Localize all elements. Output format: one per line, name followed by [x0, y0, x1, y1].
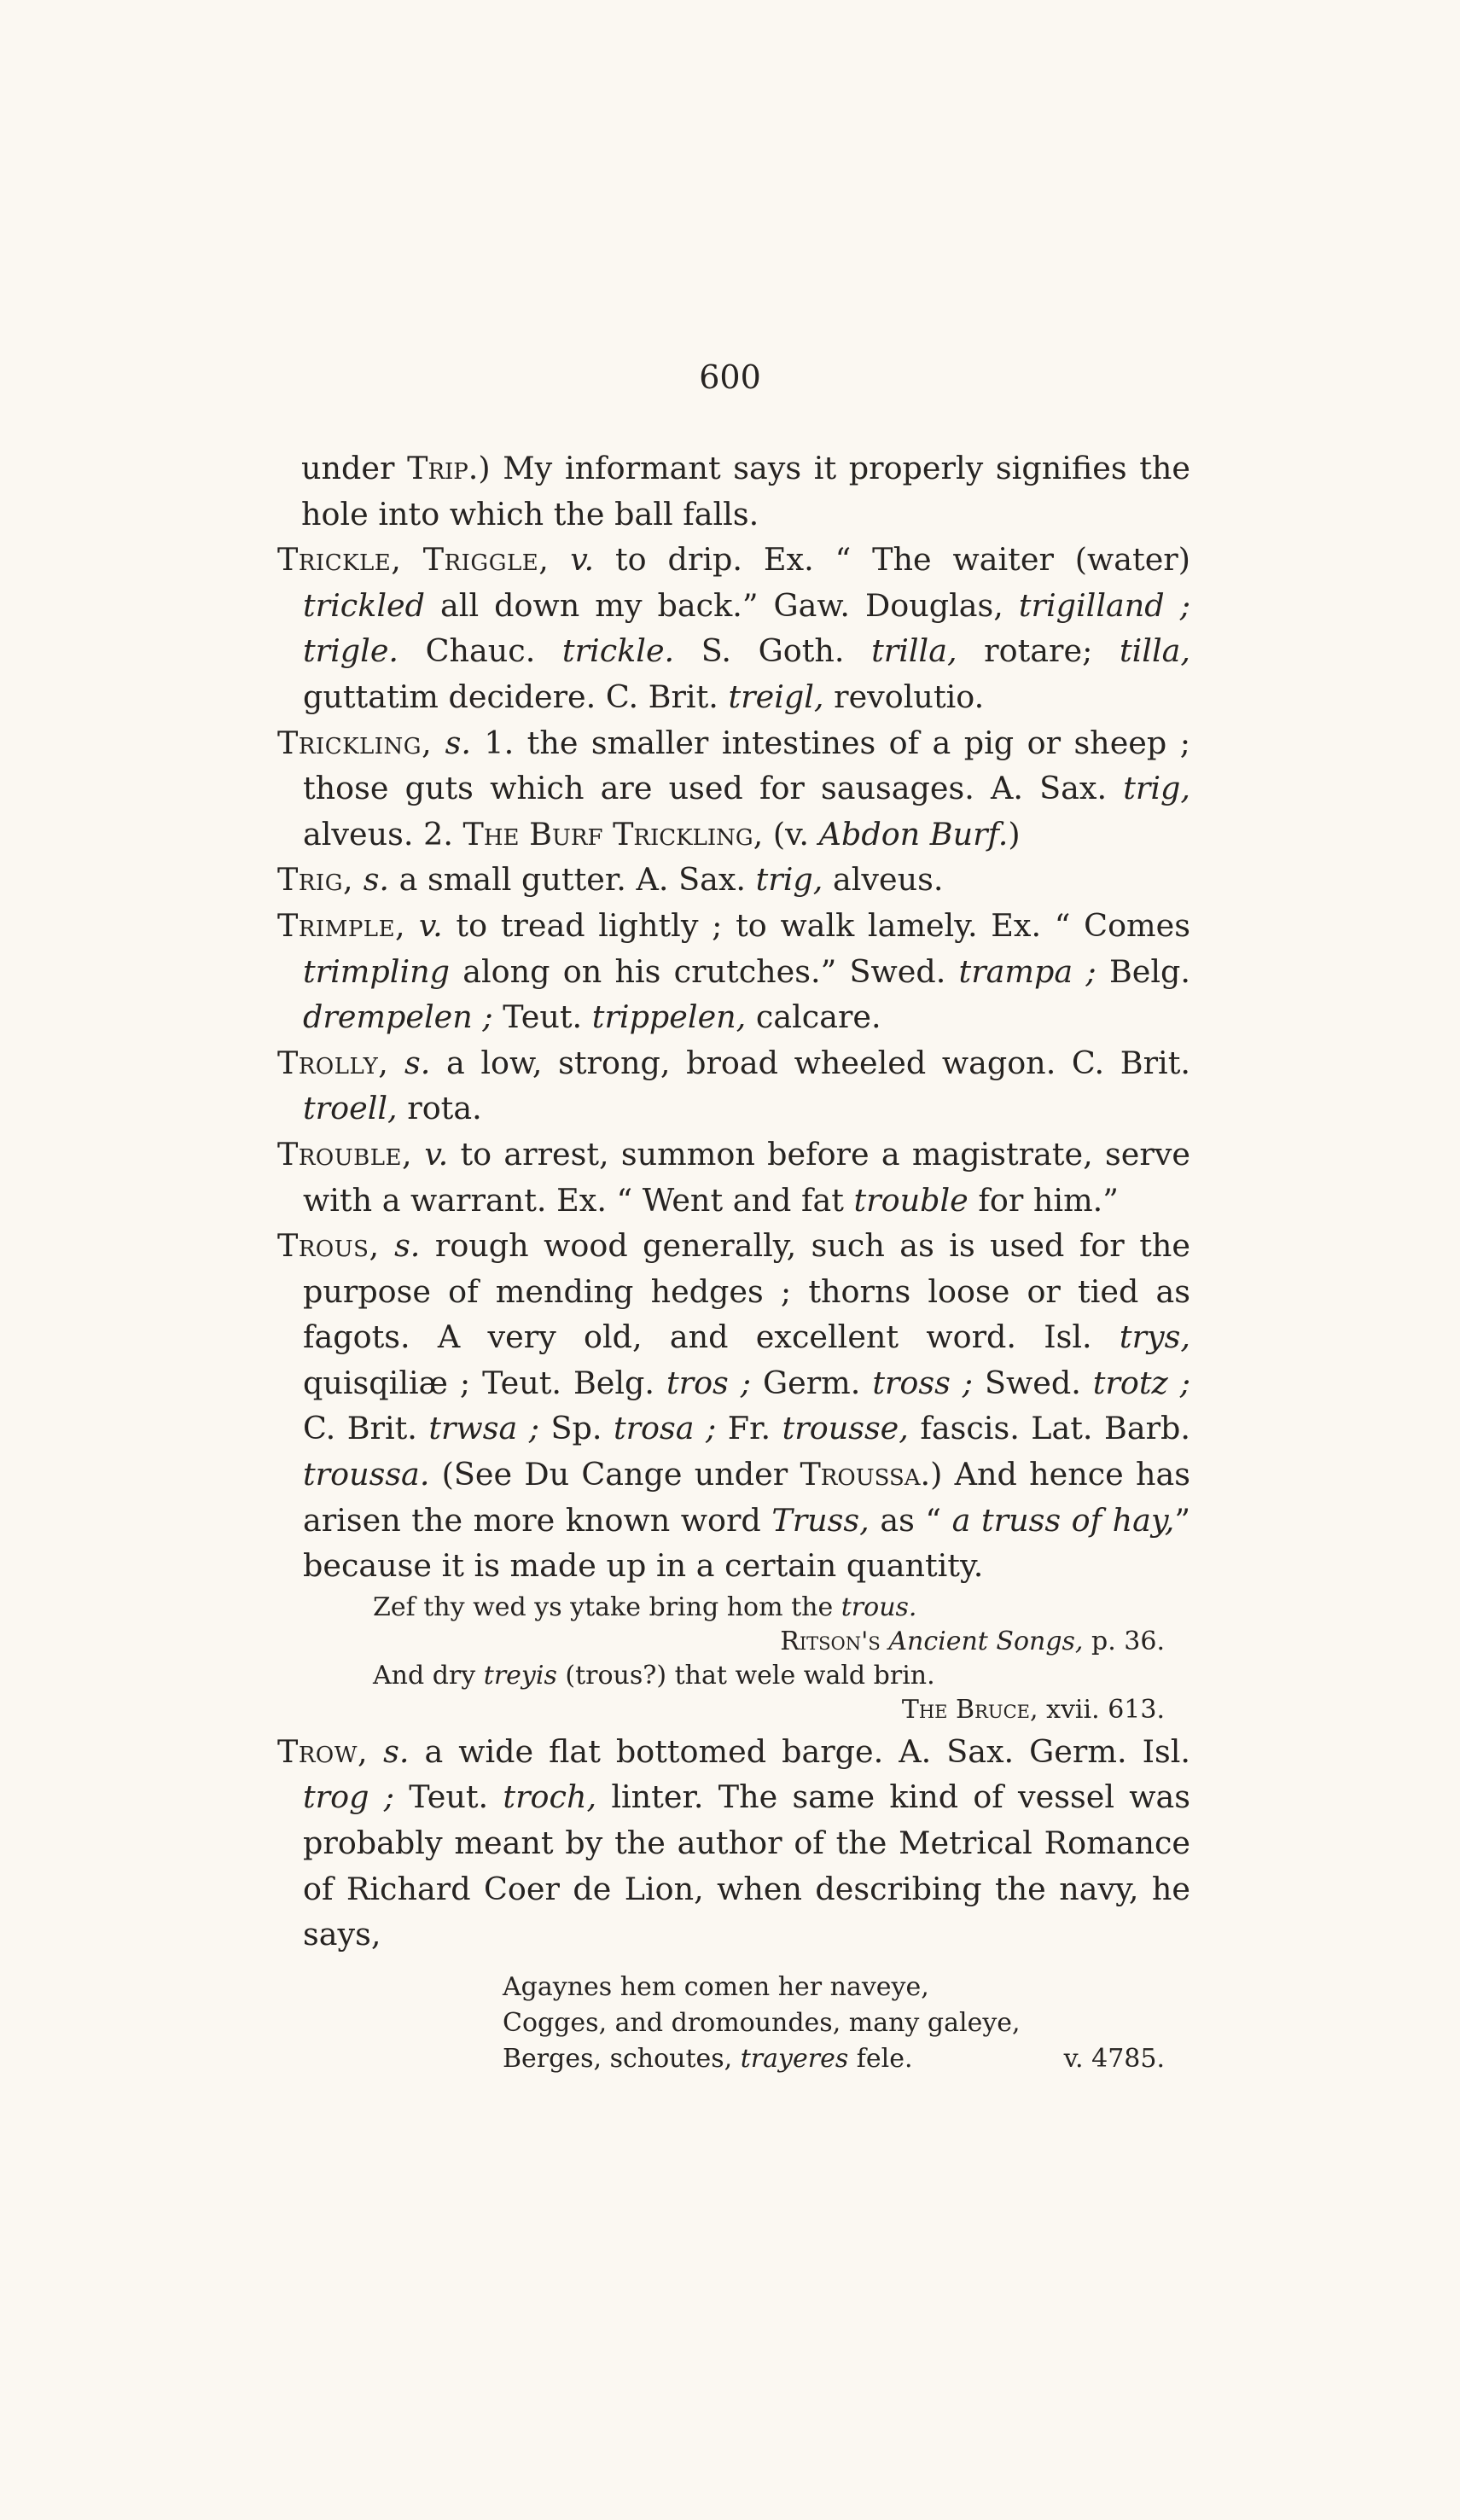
- entry-continuation: under Trip.) My informant says it properly signifies the hole into which the ball falls.: [301, 450, 1190, 533]
- entry-trimple: Trimple, v. to tread lightly ; to walk lamely. Ex. “ Comes trimpling along on his crutches.” Swed. trampa ; Belg. drempelen ; Teut. trippelen, calcare.: [277, 906, 1191, 1036]
- poem-line: Cogges, and dromoundes, many galeye,: [503, 2007, 1021, 2038]
- poem-line: Agaynes hem comen her naveye,: [503, 1971, 929, 2002]
- page-number: 600: [699, 358, 761, 396]
- headword: Trolly,: [277, 1044, 389, 1081]
- glossary-text: [277, 445, 1190, 2077]
- quote-citation: Ritson's Ancient Songs, p. 36.: [780, 1626, 1165, 1656]
- headword: Trickling,: [277, 724, 433, 761]
- headword: Trig,: [277, 861, 354, 899]
- entry-trickling: Trickling, s. 1. the smaller intestines of a pig or sheep ; those guts which are used for sausages. A. Sax. trig, alveus. 2. The Burf Trickling, (v. Abdon Burf.): [277, 724, 1190, 853]
- headword: Trouble,: [277, 1135, 413, 1173]
- poem-line: Berges, schoutes, trayeres fele. v. 4785.: [503, 2041, 1190, 2077]
- headword: Trous,: [277, 1227, 380, 1265]
- entry-trolly: Trolly, s. a low, strong, broad wheeled wagon. C. Brit. troell, rota.: [277, 1044, 1190, 1127]
- entry-trig: Trig, s. a small gutter. A. Sax. trig, alveus.: [277, 861, 944, 899]
- quote-line: Zef thy wed ys ytake bring hom the trous.: [373, 1592, 917, 1622]
- quote-citation: The Bruce, xvii. 613.: [901, 1694, 1165, 1725]
- quote-line: And dry treyis (trous?) that wele wald brin.: [373, 1660, 935, 1691]
- entry-trickle: Trickle, Triggle, v. to drip. Ex. “ The waiter (water) trickled all down my back.” Gaw. Douglas, trigilland ; trigle. Chauc. trickle. S. Goth. trilla, rotare; tilla, guttatim decidere. C. Brit. treigl, revolutio.: [277, 541, 1190, 715]
- entry-trous: Trous, s. rough wood generally, such as is used for the purpose of mending hedges ; thorns loose or tied as fagots. A very old, and excellent word. Isl. trys, quisqiliæ ; Teut. Belg. tros ; Germ. tross ; Swed. trotz ; C. Brit. trwsa ; Sp. trosa ; Fr. trousse, fascis. Lat. Barb. troussa. (See Du Cange under Troussa.) And hence has arisen the more known word Truss, as “ a truss of hay,” because it is made up in a certain quantity.: [277, 1227, 1191, 1585]
- quotation-block: [277, 1591, 1190, 1727]
- verse-number: v. 4785.: [1063, 2043, 1165, 2074]
- poem-quotation: [277, 1970, 1190, 2077]
- headword: Trimple,: [277, 906, 406, 944]
- entry-trouble: Trouble, v. to arrest, summon before a magistrate, serve with a warrant. Ex. “ Went and fat trouble for him.”: [277, 1135, 1190, 1219]
- headword: Trickle, Triggle,: [277, 541, 550, 579]
- entry-trow: Trow, s. a wide flat bottomed barge. A. Sax. Germ. Isl. trog ; Teut. troch, linter. The same kind of vessel was probably meant by the author of the Metrical Romance of Richard Coer de Lion, when describing the navy, he says,: [277, 1732, 1191, 1953]
- headword: Trow,: [277, 1732, 369, 1770]
